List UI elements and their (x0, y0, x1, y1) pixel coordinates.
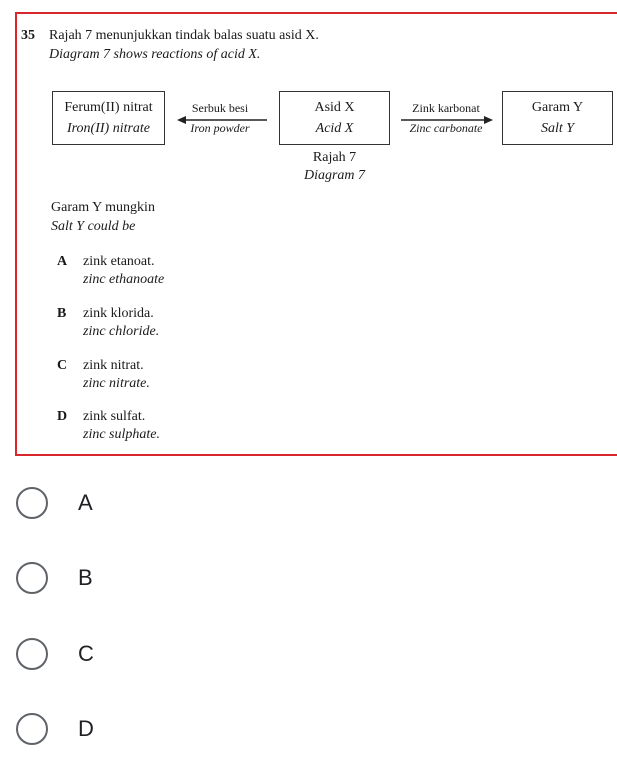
choice-a[interactable] (16, 487, 316, 527)
option-d-malay: zink sulfat. (83, 409, 146, 424)
choice-d[interactable] (16, 713, 316, 753)
option-c-letter: C (57, 358, 68, 373)
iron-nitrate-box (52, 91, 165, 145)
acid-x-english: Acid X (315, 121, 354, 136)
option-d-letter: D (57, 409, 68, 424)
choice-b[interactable] (16, 562, 316, 602)
right-arrow-label-malay: Zink karbonat (412, 101, 480, 115)
stem-english: Salt Y could be (51, 219, 136, 234)
question-text-malay: Rajah 7 menunjukkan tindak balas suatu asid X. (49, 28, 319, 43)
left-arrow-label-english: Iron powder (190, 121, 250, 135)
iron-nitrate-malay: Ferum(II) nitrat (64, 100, 153, 115)
question-card (15, 12, 617, 456)
option-b-malay: zink klorida. (83, 306, 154, 321)
option-b-letter: B (57, 306, 67, 321)
option-c-english: zinc nitrate. (83, 376, 150, 391)
salt-y-box (502, 91, 613, 145)
option-c-malay: zink nitrat. (83, 358, 144, 373)
diagram-caption-malay: Rajah 7 (312, 150, 357, 165)
option-b-english: zinc chloride. (83, 324, 160, 339)
choice-label: A (78, 490, 93, 515)
iron-nitrate-english: Iron(II) nitrate (66, 121, 151, 136)
option-a-malay: zink etanoat. (83, 254, 155, 269)
salt-y-malay: Garam Y (531, 100, 584, 115)
acid-x-malay: Asid X (314, 100, 355, 115)
choice-label: C (78, 641, 94, 666)
right-arrow-label-english: Zinc carbonate (409, 121, 483, 135)
option-a-letter: A (57, 254, 68, 269)
radio-circle-icon[interactable] (16, 562, 48, 594)
option-a-english: zinc ethanoate (83, 272, 165, 287)
option-d-english: zinc sulphate. (83, 427, 160, 442)
question-text-english: Diagram 7 shows reactions of acid X. (49, 47, 261, 62)
left-arrow-label-malay: Serbuk besi (191, 101, 249, 115)
stem-malay: Garam Y mungkin (51, 200, 155, 215)
choice-label: D (78, 716, 94, 741)
diagram-caption-english: Diagram 7 (303, 168, 366, 183)
acid-x-box (279, 91, 390, 145)
radio-circle-icon[interactable] (16, 638, 48, 670)
radio-circle-icon[interactable] (16, 487, 48, 519)
radio-circle-icon[interactable] (16, 713, 48, 745)
choice-label: B (78, 565, 93, 590)
question-number: 35 (21, 28, 35, 43)
choice-c[interactable] (16, 638, 316, 678)
salt-y-english: Salt Y (540, 121, 575, 136)
